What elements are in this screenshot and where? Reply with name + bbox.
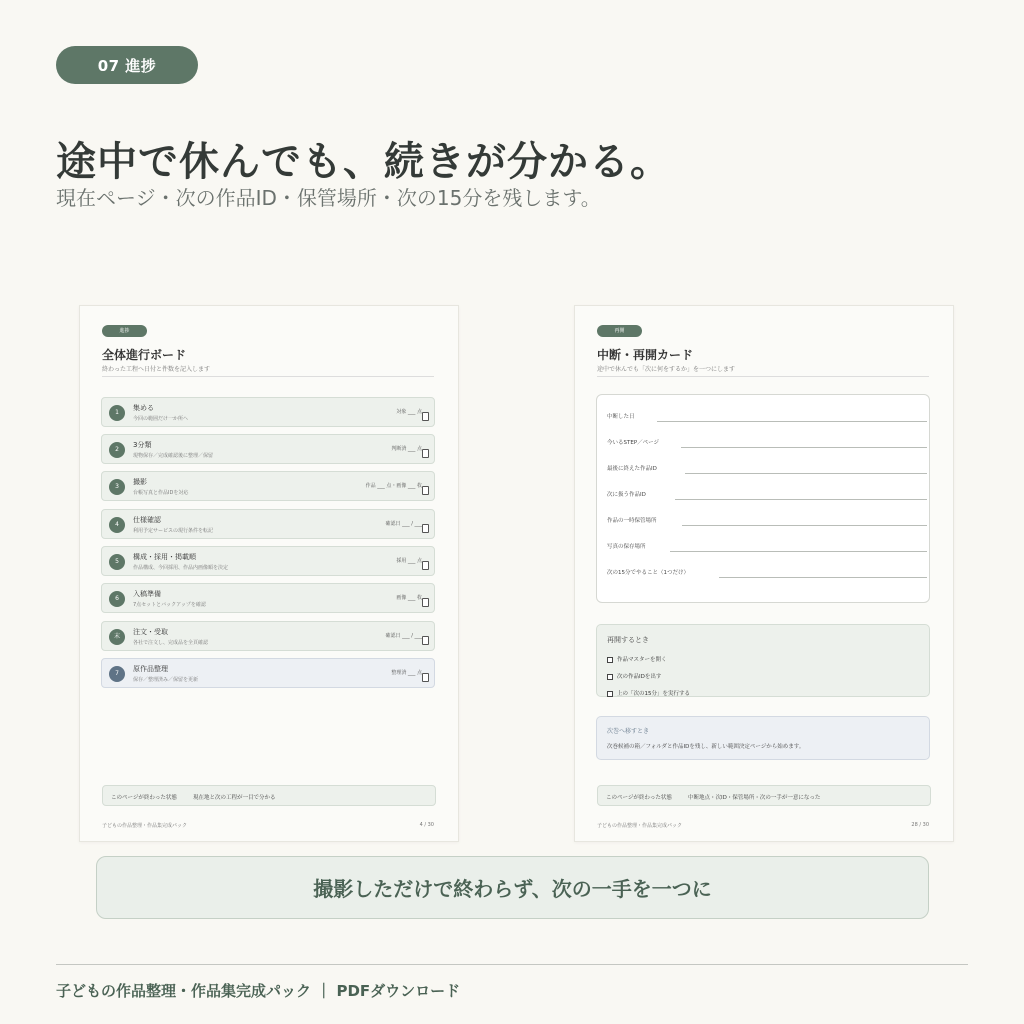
write-in-line[interactable] [685,473,927,474]
headline: 途中で休んでも、続きが分かる。 [56,139,671,185]
step-field: 画像 ___ 枚 [396,595,422,601]
page-badge: 進捗 [102,325,147,337]
completion-state-bar [597,785,931,806]
footer-divider [56,964,968,965]
page-subtitle: 途中で休んでも「次に何をするか」を一つにします [597,366,736,373]
form-row [607,412,927,422]
write-in-line[interactable] [675,499,927,500]
form-row [607,464,927,474]
step-field: 作品 ___ 点・画像 ___ 枚 [365,483,422,489]
next-volume-heading: 次巻へ移すとき [607,728,650,735]
completion-text: 現在地と次の工程が一目で分かる [193,795,276,801]
form-row [607,542,927,552]
step-number: 6 [109,591,125,607]
checkbox-icon[interactable] [422,636,429,645]
step-description: 現物保存／完成確認後に整理／保留 [133,453,214,459]
step-field: 整理済 ___ 点 [391,670,422,676]
step-row [101,546,435,576]
step-field: 確認日 ___ / ___ [385,633,422,639]
step-number: 4 [109,517,125,533]
form-row [607,516,927,526]
step-number: 7 [109,666,125,682]
next-volume-text: 次巻候補の箱／フォルダと作品IDを残し、新しい範囲決定ページから始めます。 [607,744,805,750]
step-name: 注文・受取 [133,628,168,636]
footer-text: 子どもの作品整理・作品集完成パック ｜ PDFダウンロード [56,982,461,1000]
form-row [607,568,927,578]
step-row [101,658,435,688]
step-name: 原作品整理 [133,665,168,673]
field-label: 次に扱う作品ID [607,492,646,498]
step-description: 今回の範囲だけ一か所へ [133,416,189,422]
page-meta [597,822,929,829]
checklist-label: 上の「次の15分」を実行する [617,691,690,697]
progress-board-page [79,305,459,842]
checklist-label: 作品マスターを開く [617,657,667,663]
pack-name: 子どもの作品整理・作品集完成パック [102,823,188,829]
step-row [101,434,435,464]
step-description: 保存／整理済み／保留を更新 [133,677,199,683]
page-title: 全体進行ボード [102,348,187,362]
field-label: 写真の保存場所 [607,544,646,550]
completion-label: このページが終わった状態 [606,795,672,801]
step-description: 7点セットとバックアップを確認 [133,602,206,608]
page-number: 4 / 30 [419,822,434,828]
pause-form-card [596,394,930,603]
checkbox-icon[interactable] [422,598,429,607]
checkbox-icon[interactable] [422,524,429,533]
page-number: 28 / 30 [911,822,929,828]
step-row [101,471,435,501]
write-in-line[interactable] [681,447,927,448]
write-in-line[interactable] [719,577,927,578]
form-row [607,490,927,500]
checklist-item[interactable] [607,655,667,663]
checklist-label: 次の作品IDを出す [617,674,662,680]
checkbox-icon[interactable] [422,486,429,495]
next-volume-note [596,716,930,760]
pack-name: 子どもの作品整理・作品集完成パック [597,823,683,829]
step-number: 2 [109,442,125,458]
step-description: 作品構成、今回採用、作品内画像順を決定 [133,565,229,571]
step-number: 5 [109,554,125,570]
page-meta [102,822,434,829]
step-name: 仕様確認 [133,516,161,524]
resume-checklist [596,624,930,697]
checkbox-icon[interactable] [607,674,613,680]
step-name: 集める [133,404,154,412]
step-name: 3分類 [133,441,152,449]
checkbox-icon[interactable] [422,673,429,682]
form-row [607,438,927,448]
field-label: 作品の一時保管場所 [607,518,657,524]
completion-text: 中断地点・次ID・保管場所・次の一手が一意になった [688,795,821,801]
checkbox-icon[interactable] [422,449,429,458]
step-number: 3 [109,479,125,495]
step-number: 末 [109,629,125,645]
completion-label: このページが終わった状態 [111,795,177,801]
resume-heading: 再開するとき [607,636,649,644]
step-row [101,621,435,651]
checkbox-icon[interactable] [422,412,429,421]
page-badge: 再開 [597,325,642,337]
step-field: 判断済 ___ 点 [391,446,422,452]
field-label: 中断した日 [607,414,635,420]
step-number: 1 [109,405,125,421]
step-row [101,583,435,613]
completion-state-bar [102,785,436,806]
write-in-line[interactable] [670,551,927,552]
divider [102,376,434,377]
step-description: 各社で注文し、完成品を全頁確認 [133,640,209,646]
step-field: 対象 ___ 点 [396,409,422,415]
write-in-line[interactable] [682,525,927,526]
field-label: 次の15分でやること（1つだけ） [607,570,689,576]
step-description: 利用予定サービスの現行条件を転記 [133,528,214,534]
step-name: 構成・採用・掲載順 [133,553,196,561]
checkbox-icon[interactable] [607,657,613,663]
resume-card-page [574,305,954,842]
subheadline: 現在ページ・次の作品ID・保管場所・次の15分を残します。 [56,186,601,210]
step-row [101,397,435,427]
page-subtitle: 終わった工程へ日付と件数を記入します [102,366,210,373]
checkbox-icon[interactable] [422,561,429,570]
divider [597,376,929,377]
checklist-item[interactable] [607,672,661,680]
field-label: 今いるSTEP／ページ [607,440,660,446]
step-row [101,509,435,539]
step-field: 確認日 ___ / ___ [385,521,422,527]
section-badge: 07 進捗 [56,46,198,84]
checkbox-icon[interactable] [607,691,613,697]
field-label: 最後に終えた作品ID [607,466,657,472]
checklist-item[interactable] [607,689,690,697]
step-description: 台帳写真と作品IDを対応 [133,490,189,496]
callout-banner: 撮影しただけで終わらず、次の一手を一つに [96,856,929,919]
step-field: 採用 ___ 点 [396,558,422,564]
write-in-line[interactable] [657,421,927,422]
page-title: 中断・再開カード [597,348,694,362]
step-name: 入稿準備 [133,590,161,598]
step-name: 撮影 [133,478,147,486]
